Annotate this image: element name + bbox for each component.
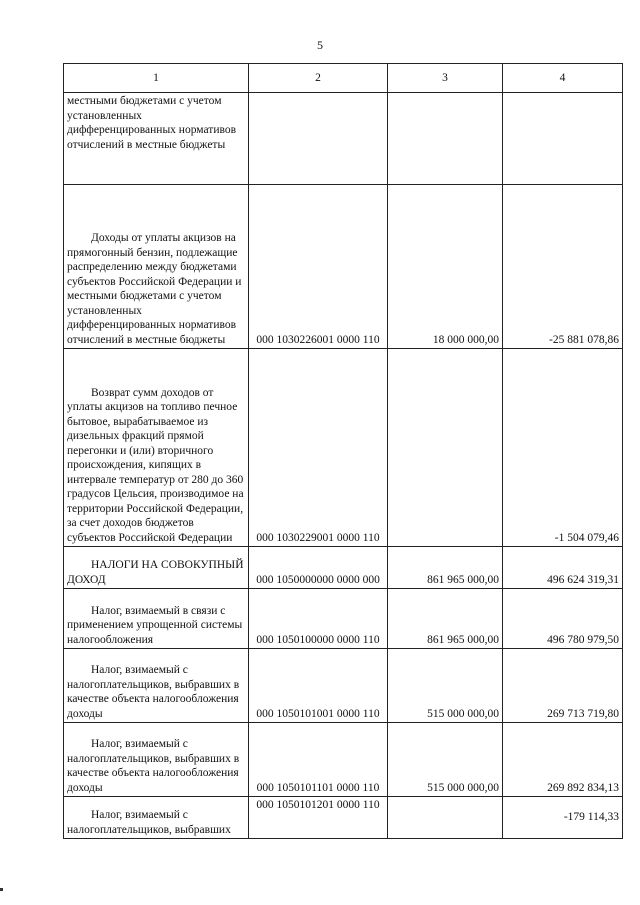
scan-mark bbox=[0, 888, 3, 891]
row-fact: 496 624 319,31 bbox=[503, 547, 623, 589]
row-plan bbox=[388, 93, 503, 185]
column-header-3: 3 bbox=[388, 64, 503, 93]
row-name: Возврат сумм доходов от уплаты акцизов на топливо печное бытовое, вырабатываемое из дизельных фракций прямой перегонки и (или) вторичного происхождения, кипящих в интервале температур от 280 до 360 градусов Цельсия, производимое на территории Российской Федерации, за счет доходов бюджетов субъектов Российской Федерации bbox=[64, 349, 249, 547]
page-number: 5 bbox=[317, 38, 323, 52]
row-plan: 515 000 000,00 bbox=[388, 723, 503, 797]
row-name: Налог, взимаемый с налогоплательщиков, выбравших в качестве объекта налогообложения доходы bbox=[64, 649, 249, 723]
row-plan: 515 000 000,00 bbox=[388, 649, 503, 723]
row-code: 000 1050101001 0000 110 bbox=[249, 649, 388, 723]
table-row bbox=[64, 723, 623, 797]
row-name: местными бюджетами с учетом установленных дифференцированных нормативов отчислений в местные бюджеты bbox=[64, 93, 249, 185]
row-plan bbox=[388, 349, 503, 547]
row-code: 000 1030229001 0000 110 bbox=[249, 349, 388, 547]
row-name: Налог, взимаемый в связи с применением упрощенной системы налогообложения bbox=[64, 589, 249, 649]
row-plan: 861 965 000,00 bbox=[388, 547, 503, 589]
row-code: 000 1050000000 0000 000 bbox=[249, 547, 388, 589]
column-header-4: 4 bbox=[503, 64, 623, 93]
table-header-row bbox=[64, 64, 623, 93]
column-header-1: 1 bbox=[64, 64, 249, 93]
table-row bbox=[64, 649, 623, 723]
table-row bbox=[64, 547, 623, 589]
row-fact: -25 881 078,86 bbox=[503, 185, 623, 349]
table-row bbox=[64, 93, 623, 185]
row-code: 000 1030226001 0000 110 bbox=[249, 185, 388, 349]
row-fact: -179 114,33 bbox=[503, 797, 623, 839]
row-fact: 269 892 834,13 bbox=[503, 723, 623, 797]
row-plan: 861 965 000,00 bbox=[388, 589, 503, 649]
row-code bbox=[249, 93, 388, 185]
table-row bbox=[64, 797, 623, 839]
row-name: Доходы от уплаты акцизов на прямогонный бензин, подлежащие распределению между бюджетами субъектов Российской Федерации и местными бюджетами с учетом установленных дифференцированных нормативов отчислений в местные бюджеты bbox=[64, 185, 249, 349]
row-fact bbox=[503, 93, 623, 185]
budget-revenue-table bbox=[63, 63, 623, 839]
row-code: 000 1050100000 0000 110 bbox=[249, 589, 388, 649]
row-code: 000 1050101201 0000 110 bbox=[249, 797, 388, 839]
row-plan: 18 000 000,00 bbox=[388, 185, 503, 349]
table-row bbox=[64, 185, 623, 349]
row-name: Налог, взимаемый с налогоплательщиков, выбравших bbox=[64, 797, 249, 839]
row-code: 000 1050101101 0000 110 bbox=[249, 723, 388, 797]
row-fact: 269 713 719,80 bbox=[503, 649, 623, 723]
row-plan bbox=[388, 797, 503, 839]
row-name: НАЛОГИ НА СОВОКУПНЫЙ ДОХОД bbox=[64, 547, 249, 589]
table-row bbox=[64, 349, 623, 547]
column-header-2: 2 bbox=[249, 64, 388, 93]
row-fact: 496 780 979,50 bbox=[503, 589, 623, 649]
row-name: Налог, взимаемый с налогоплательщиков, выбравших в качестве объекта налогообложения доходы bbox=[64, 723, 249, 797]
row-fact: -1 504 079,46 bbox=[503, 349, 623, 547]
table-row bbox=[64, 589, 623, 649]
